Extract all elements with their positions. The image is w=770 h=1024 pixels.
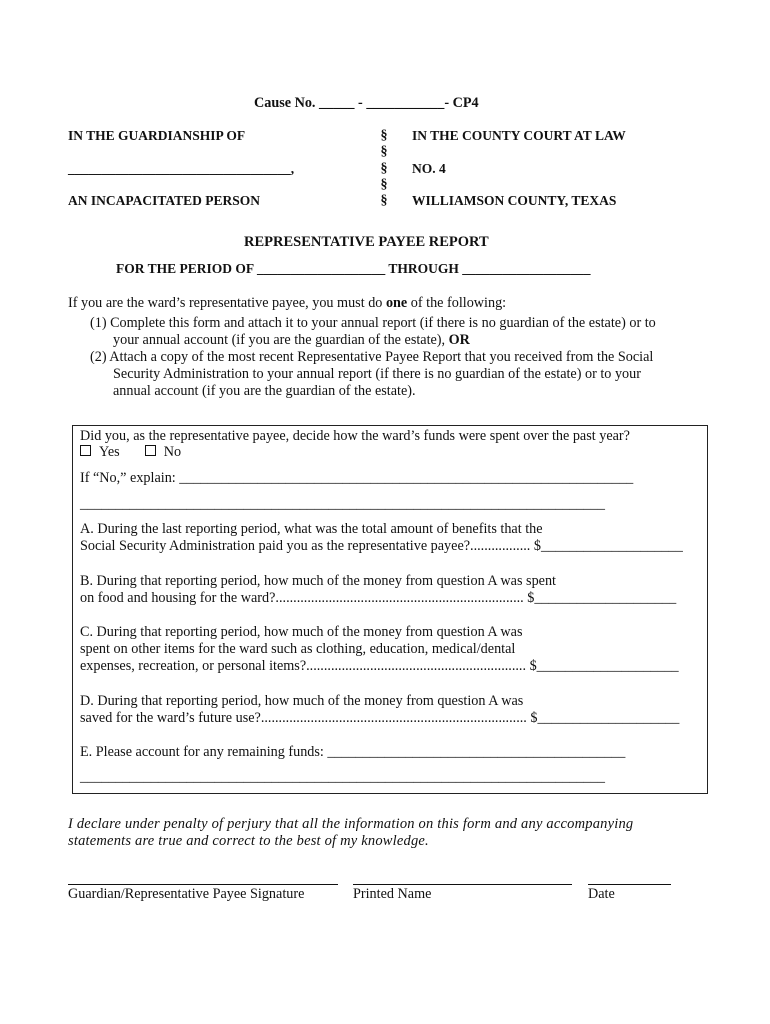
signature-label: Guardian/Representative Payee Signature: [68, 886, 305, 902]
section-symbol: §: [380, 193, 388, 208]
report-title: REPRESENTATIVE PAYEE REPORT: [244, 234, 489, 250]
question-d: D. During that reporting period, how much of the money from question A was: [80, 693, 524, 709]
instruction-item-1-cont: [113, 332, 470, 349]
signature-line[interactable]: [68, 884, 338, 885]
no-label: No: [163, 444, 182, 460]
question-e-field[interactable]: E. Please account for any remaining funds: __________________________________________: [80, 744, 626, 760]
instruction-item-2-cont: Security Administration to your annual report (if there is no guardian of the estate) or to your: [113, 366, 641, 382]
question-e-blank-line[interactable]: __________________________________________________________________________: [80, 769, 605, 785]
instruction-or: OR: [448, 332, 470, 348]
yes-checkbox[interactable]: [80, 445, 91, 456]
instruction-item-1-text: your annual account (if you are the guardian of the estate),: [113, 332, 449, 348]
instruction-item-1: (1) Complete this form and attach it to your annual report (if there is no guardian of the estate) or to: [90, 315, 656, 331]
intro-text-end: of the following:: [407, 295, 507, 311]
question-c-cont: spent on other items for the ward such as clothing, education, medical/dental: [80, 641, 516, 657]
instruction-item-2-cont: annual account (if you are the guardian of the estate).: [113, 383, 416, 399]
question-d-amount-field[interactable]: saved for the ward’s future use?........................................................................... $____________________: [80, 710, 680, 726]
section-symbol: §: [380, 128, 388, 143]
section-symbol: §: [380, 144, 388, 159]
date-line[interactable]: [588, 884, 671, 885]
printed-name-label: Printed Name: [353, 886, 432, 902]
section-symbol: §: [380, 177, 388, 192]
perjury-declaration: I declare under penalty of perjury that all the information on this form and any accompanying: [68, 816, 634, 832]
intro-text: If you are the ward’s representative payee, you must do: [68, 295, 386, 311]
cause-number: Cause No. _____ - ___________- CP4: [254, 95, 479, 111]
section-symbol: §: [380, 161, 388, 176]
caption-court-number: NO. 4: [412, 161, 446, 176]
caption-county: WILLIAMSON COUNTY, TEXAS: [412, 193, 617, 208]
no-checkbox[interactable]: [145, 445, 156, 456]
perjury-declaration-cont: statements are true and correct to the best of my knowledge.: [68, 833, 429, 849]
question-b: B. During that reporting period, how much of the money from question A was spent: [80, 573, 556, 589]
caption-guardianship: IN THE GUARDIANSHIP OF: [68, 128, 246, 143]
yes-no-options: [80, 444, 181, 461]
question-a-amount-field[interactable]: Social Security Administration paid you as the representative payee?................. $____________________: [80, 538, 683, 554]
question-a: A. During the last reporting period, what was the total amount of benefits that the: [80, 521, 543, 537]
report-period: FOR THE PERIOD OF ___________________ THROUGH ___________________: [116, 261, 591, 276]
funds-decision-question: Did you, as the representative payee, decide how the ward’s funds were spent over the past year?: [80, 428, 630, 444]
caption-ward-name-blank: _________________________________,: [68, 161, 295, 176]
explain-blank-line[interactable]: __________________________________________________________________________: [80, 496, 605, 512]
yes-label: Yes: [99, 444, 120, 460]
caption-court: IN THE COUNTY COURT AT LAW: [412, 128, 626, 143]
instructions-intro: [68, 295, 506, 312]
printed-name-line[interactable]: [353, 884, 572, 885]
caption-incapacitated: AN INCAPACITATED PERSON: [68, 193, 261, 208]
instruction-item-2: (2) Attach a copy of the most recent Representative Payee Report that you received from the Social: [90, 349, 654, 365]
question-c-amount-field[interactable]: expenses, recreation, or personal items?.............................................................. $____________________: [80, 658, 679, 674]
question-c: C. During that reporting period, how much of the money from question A was: [80, 624, 523, 640]
if-no-explain-field[interactable]: If “No,” explain: ________________________________________________________________: [80, 470, 634, 486]
intro-emphasis: one: [385, 295, 408, 311]
question-b-amount-field[interactable]: on food and housing for the ward?...................................................................... $____________________: [80, 590, 677, 606]
date-label: Date: [588, 886, 615, 902]
